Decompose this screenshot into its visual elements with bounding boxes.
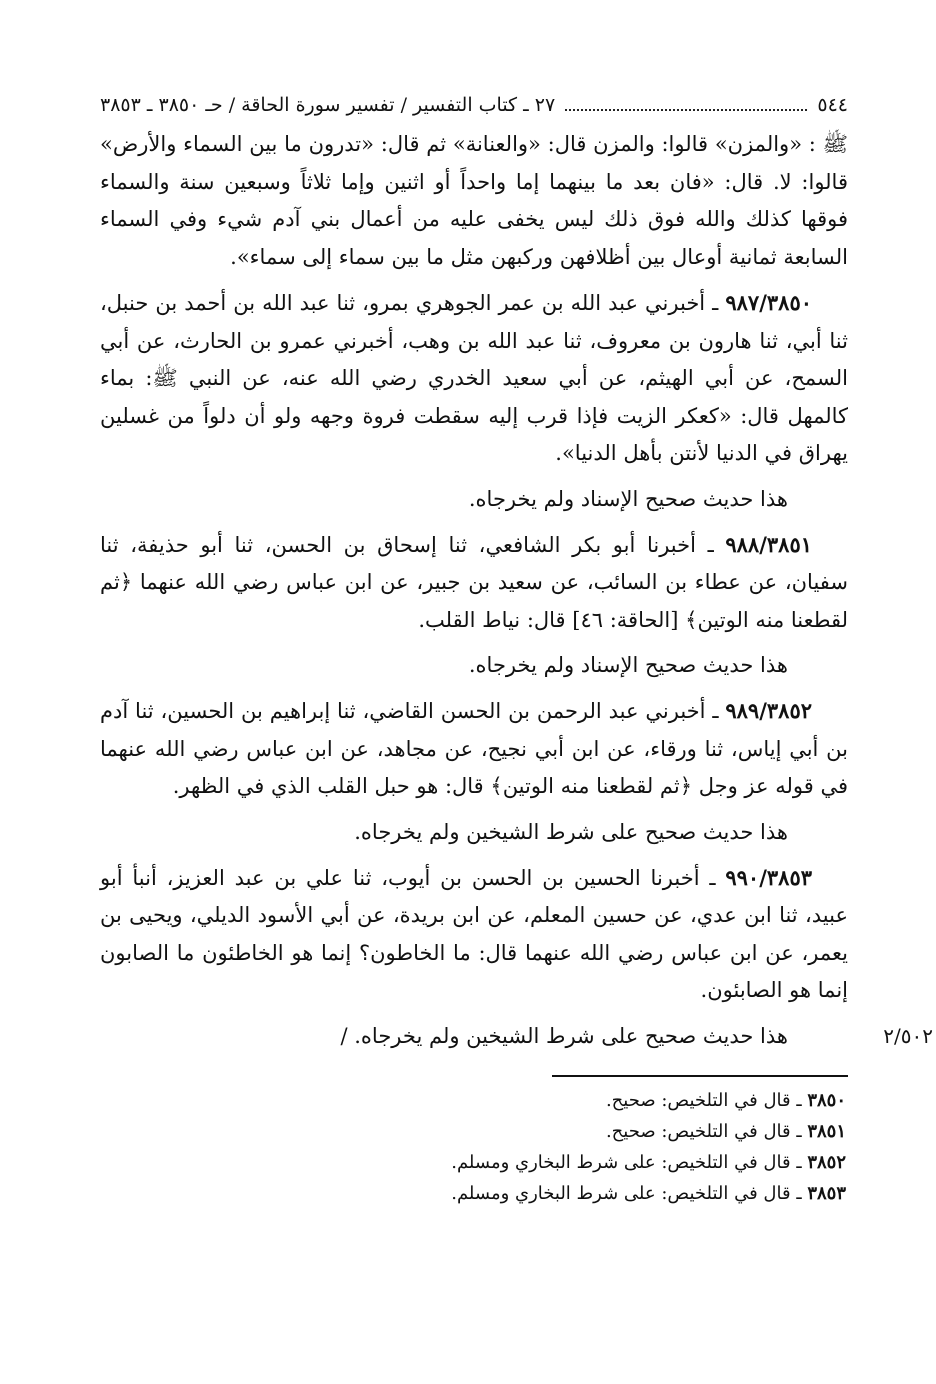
hadith-text: ـ أخبرنا الحسين بن الحسن بن أيوب، ثنا علي بن عبد العزيز، أنبأ أبو عبيد، ثنا ابن عدي، عن حسين المعلم، عن ابن بريدة، عن أبي الأسود الديلي، ويحيى بن يعمر، عن ابن عباس رضي الله عنهما قال: ما الخاطون؟ إنما هو الخاطئون ما الصابون إنما هو الصابئون.: [100, 865, 848, 1002]
hadith-text: ـ أخبرنا أبو بكر الشافعي، ثنا إسحاق بن الحسن، ثنا أبو حذيفة، ثنا سفيان، عن عطاء بن السائب، عن سعيد بن جبير، عن ابن عباس رضي الله عنهما ﴿ثم لقطعنا منه الوتين﴾ [الحاقة: ٤٦] قال: نياط القلب.: [100, 532, 848, 632]
verdict-row: [100, 1018, 933, 1055]
hadith-verdict: هذا حديث صحيح على شرط الشيخين ولم يخرجاه. /: [340, 1023, 788, 1048]
footnote-text: ـ قال في التلخيص: صحيح.: [605, 1089, 808, 1111]
footnote-number: ٣٨٥٣: [807, 1182, 846, 1204]
hadith-3850: [100, 284, 848, 473]
footnote-number: ٣٨٥٠: [807, 1089, 846, 1111]
hadith-text: ـ أخبرني عبد الله بن عمر الجوهري بمرو، ثنا عبد الله بن أحمد بن حنبل، ثنا أبي، ثنا هارون بن معروف، ثنا عبد الله بن وهب، أخبرني عمرو بن الحارث، عن أبي السمح، عن أبي الهيثم، عن أبي سعيد الخدري رضي الله عنه، عن النبي ﷺ: بماء كالمهل قال: «كعكر الزيت فإذا قرب إليه سقطت فروة وجهه ولو أن دلواً من غسلين يهراق في الدنيا لأنتن بأهل الدنيا».: [100, 291, 848, 465]
footnote: [100, 1116, 848, 1147]
footnote-rule: [552, 1075, 848, 1077]
leader-dots: [565, 109, 807, 111]
hadith-number: ٩٨٨/٣٨٥١: [725, 531, 812, 557]
hadith-3853: [100, 859, 848, 1010]
running-title: ٢٧ ـ كتاب التفسير / تفسير سورة الحاقة / حـ ٣٨٥٠ ـ ٣٨٥٣: [100, 94, 556, 116]
footnote: [100, 1147, 848, 1178]
hadith-verdict: هذا حديث صحيح على شرط الشيخين ولم يخرجاه.: [354, 819, 788, 844]
footnote: [100, 1085, 848, 1116]
document-page: [100, 90, 933, 1209]
hadith-text: ـ أخبرني عبد الرحمن بن الحسن القاضي، ثنا إبراهيم بن الحسين، ثنا آدم بن أبي إياس، ثنا ورقاء، عن ابن أبي نجيح، عن مجاهد، عن ابن عباس رضي الله عنهما في قوله عز وجل ﴿ثم لقطعنا منه الوتين﴾ قال: هو حبل القلب الذي في الظهر.: [100, 699, 848, 798]
hadith-verdict: هذا حديث صحيح الإسناد ولم يخرجاه.: [468, 486, 788, 511]
footnote-text: ـ قال في التلخيص: على شرط البخاري ومسلم.: [451, 1182, 808, 1204]
hadith-number: ٩٨٩/٣٨٥٢: [725, 698, 812, 723]
margin-reference: ٢/٥٠٢: [883, 1023, 933, 1048]
footnote-number: ٣٨٥١: [807, 1120, 846, 1142]
running-header: [100, 90, 848, 120]
hadith-verdict: هذا حديث صحيح الإسناد ولم يخرجاه.: [468, 653, 788, 677]
page-number: ٥٤٤: [817, 94, 848, 116]
footnote-text: ـ قال في التلخيص: على شرط البخاري ومسلم.: [451, 1151, 808, 1173]
opening-paragraph: ﷺ : «والمزن» قالوا: والمزن قال: «والعنانة» ثم قال: «تدرون ما بين السماء والأرض» قالوا: لا. قال: «فان بعد ما بينهما إما واحداً أو اثنين وإما ثلاثاً وسبعين سنة والسماء فوقها كذلك والله فوق ذلك ليس يخفى عليه من أعمال بني آدم شيء وفي السماء السابعة ثمانية أوعال بين أظلافهن وركبهن مثل ما بين سماء إلى سماء».: [100, 132, 848, 269]
hadith-3851: [100, 526, 848, 640]
footnote-text: ـ قال في التلخيص: صحيح.: [605, 1120, 808, 1142]
hadith-3852: [100, 692, 848, 806]
footnote: [100, 1178, 848, 1209]
hadith-number: ٩٨٧/٣٨٥٠: [725, 290, 812, 315]
footnote-number: ٣٨٥٢: [807, 1151, 846, 1173]
hadith-number: ٩٩٠/٣٨٥٣: [725, 864, 812, 890]
